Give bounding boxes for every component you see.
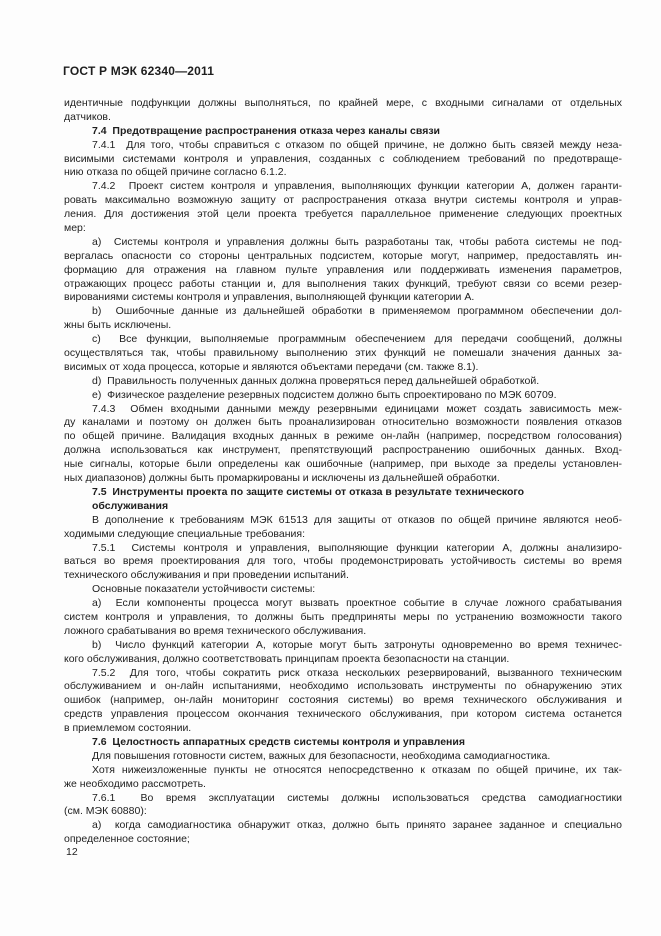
text-line: должна использоваться как инструмент, препятствующий распространению ошибочных данных. Вход- — [64, 444, 622, 457]
text-line: вергалась опасности со стороны центральных подсистем, которые могут, например, предоставлять ин- — [64, 249, 622, 262]
text-line: отражающих процесс работы станции и, для выполнения таких функций, требуют связи со всеми резер- — [64, 277, 622, 290]
text-line: кого обслуживания, должно соответствовать принципам проекта безопасности на станции. — [64, 652, 510, 665]
paragraph — [64, 97, 622, 125]
text-line: систем контроля и управления, то должны быть предприняты меры по устранению возможности такого — [64, 610, 622, 623]
text-line: ошибок (например, он-лайн мониторинг состояния системы) во время технического обслуживания и — [64, 694, 622, 707]
text-line: 7.6.1 Во время эксплуатации системы должны использоваться средства самодиагностики — [92, 791, 622, 804]
text-line: ду каналами и поэтому он должен быть проанализирован относительно возможности появления отказов — [64, 416, 622, 429]
paragraph — [64, 236, 622, 305]
document-body — [64, 97, 622, 847]
text-line: ных диапазонов) должны быть промаркированы и исключены из дальнейшей обработки. — [64, 472, 500, 485]
paragraph — [64, 305, 622, 333]
text-line: обслуживания — [92, 499, 169, 512]
text-line: Хотя нижеизложенные пункты не относятся непосредственно к отказам по общей причине, их так- — [92, 763, 622, 776]
text-line: a) Если компоненты процесса могут вызвать проектное событие в случае ложного срабатывания — [92, 597, 622, 610]
text-line: b) Ошибочные данные из дальнейшей обработки в применяемом программном обеспечении дол- — [92, 305, 622, 318]
section-heading — [64, 486, 622, 514]
text-line: нию отказа по общей причине согласно 6.1.2. — [64, 166, 287, 179]
text-line: ложного срабатывания во время технического обслуживания. — [64, 624, 367, 637]
paragraph — [64, 180, 622, 236]
text-line: a) Системы контроля и управления должны быть разработаны так, чтобы работа системы не под- — [92, 235, 622, 248]
text-line: висимыми системами контроля и управления, созданных с соблюдением требований по предотвраще- — [64, 152, 622, 165]
text-line: обслуживанием и он-лайн испытаниями, необходимо использовать инструменты по обнаружению этих — [64, 680, 622, 693]
paragraph — [64, 764, 622, 792]
section-heading — [64, 125, 622, 139]
text-line: формацию для отражения на главном пульте управления или поддерживать изменения параметров, — [64, 263, 622, 276]
paragraph — [64, 375, 622, 389]
text-line: ваться во время проектирования для того, чтобы продемонстрировать устойчивость системы во время — [64, 555, 622, 568]
text-line: (см. МЭК 60880): — [64, 805, 147, 818]
text-line: ления. Для достижения этой цели проекта требуется параллельное применение следующих проектных — [64, 208, 622, 221]
text-line: Для повышения готовности систем, важных для безопасности, необходима самодиагностика. — [92, 749, 551, 762]
paragraph — [64, 514, 622, 542]
text-line: a) когда самодиагностика обнаружит отказ, должно быть принято заранее заданное и специально — [92, 819, 622, 832]
text-line: в приемлемом состоянии. — [64, 722, 192, 735]
paragraph — [64, 583, 622, 597]
paragraph — [64, 139, 622, 181]
text-line: ходимыми следующие специальные требования: — [64, 527, 305, 540]
paragraph — [64, 639, 622, 667]
text-line: же необходимо рассмотреть. — [64, 777, 206, 790]
running-header: ГОСТ Р МЭК 62340—2011 — [63, 64, 215, 78]
text-line: мер: — [64, 222, 86, 235]
page-number: 12 — [66, 846, 78, 858]
paragraph — [64, 389, 622, 403]
paragraph — [64, 750, 622, 764]
text-line: 7.6 Целостность аппаратных средств системы контроля и управления — [92, 735, 465, 748]
paragraph — [64, 333, 622, 375]
text-line: 7.5 Инструменты проекта по защите системы от отказа в результате технического — [92, 485, 525, 498]
paragraph — [64, 792, 622, 820]
text-line: e) Физическое разделение резервных подсистем должно быть спроектировано по МЭК 60709. — [92, 388, 557, 401]
text-line: датчиков. — [64, 110, 111, 123]
text-line: В дополнение к требованиям МЭК 61513 для защиты от отказов по общей причине являются необ- — [92, 513, 622, 526]
text-line: Основные показатели устойчивости системы: — [92, 583, 316, 596]
text-line: определенное состояние; — [64, 833, 190, 846]
section-heading — [64, 736, 622, 750]
text-line: 7.5.1 Системы контроля и управления, выполняющие функции категории А, должны анализиро- — [92, 541, 622, 554]
text-line: по общей причине. Валидация входных данных в режиме он-лайн (например, посредством голосования) — [64, 430, 622, 443]
text-line: жны быть исключены. — [64, 319, 172, 332]
paragraph — [64, 667, 622, 736]
text-line: 7.4 Предотвращение распространения отказа через каналы связи — [92, 124, 441, 137]
text-line: c) Все функции, выполняемые программным обеспечением для передачи сообщений, должны — [92, 333, 622, 346]
text-line: средств управления процессом окончания технического обслуживания, при котором система останется — [64, 708, 622, 721]
text-line: вированиями системы контроля и управления, выполняющей функции категории А. — [64, 291, 475, 304]
paragraph — [64, 542, 622, 584]
text-line: ные сигналы, которые были определены как ошибочные (например, при выходе за пределы установлен- — [64, 458, 622, 471]
text-line: b) Число функций категории А, которые могут быть затронуты одновременно во время техничес- — [92, 638, 622, 651]
text-line: осуществляться так, чтобы правильному выполнению этих функций не помешали значения данных за- — [64, 347, 622, 360]
text-line: идентичные подфункции должны выполняться, по крайней мере, с входными сигналами от отдельных — [64, 97, 622, 109]
text-line: висимых от хода процесса, которые и являются объектами передачи (см. также 8.1). — [64, 360, 479, 373]
paragraph — [64, 403, 622, 486]
text-line: 7.5.2 Для того, чтобы сократить риск отказа нескольких резервирований, вызванного техническим — [92, 666, 622, 679]
text-line: 7.4.2 Проект систем контроля и управления, выполняющих функции категории А, должен гаранти- — [92, 180, 622, 193]
paragraph — [64, 597, 622, 639]
text-line: d) Правильность полученных данных должна проверяться перед дальнейшей обработкой. — [92, 374, 540, 387]
text-line: технического обслуживания и при проведении испытаний. — [64, 569, 349, 582]
paragraph — [64, 819, 622, 847]
text-line: 7.4.1 Для того, чтобы справиться с отказом по общей причине, не должно быть связей между неза- — [92, 138, 622, 151]
text-line: 7.4.3 Обмен входными данными между резервными единицами может создать зависимость меж- — [92, 402, 622, 415]
text-line: ровать максимально возможную защиту от распространения отказа внутри системы контроля и управ- — [64, 194, 622, 207]
